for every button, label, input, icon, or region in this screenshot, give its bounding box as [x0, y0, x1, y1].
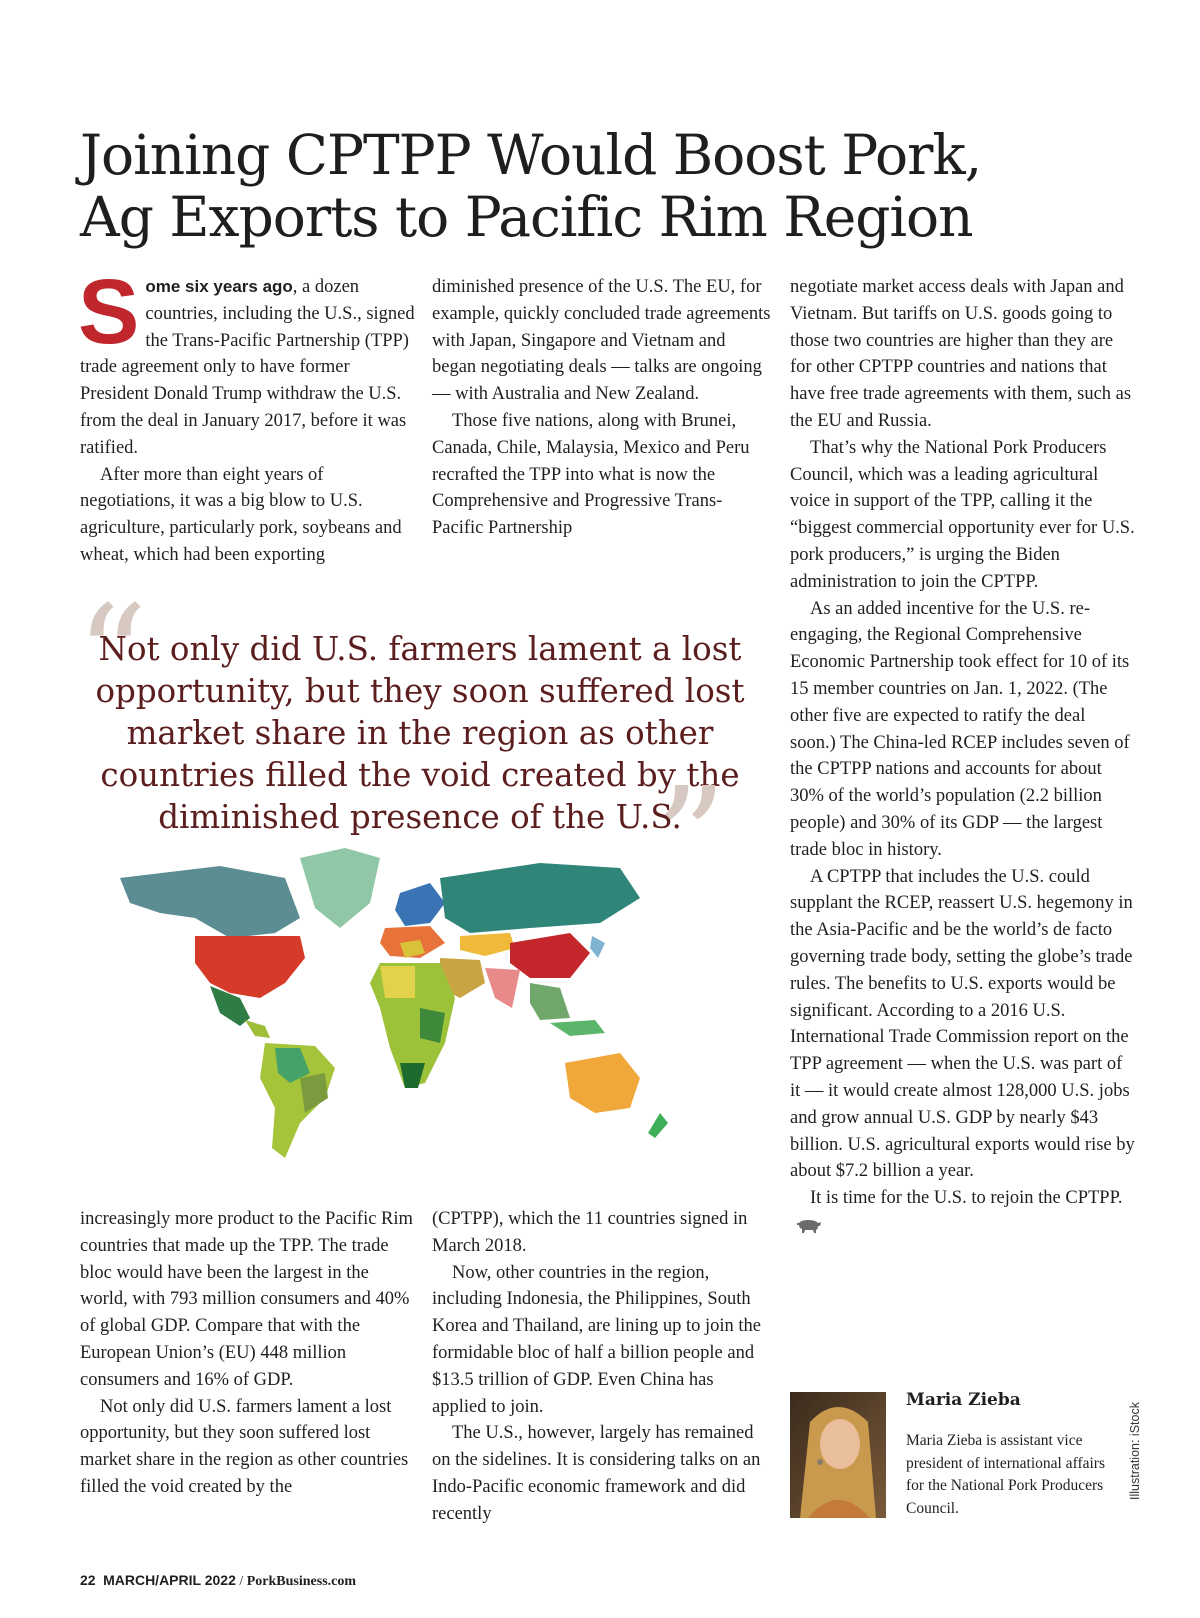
paragraph: Not only did U.S. farmers lament a lost opportunity, but they soon suffered lost market share in the region as other countries filled the void created by the	[80, 1396, 409, 1497]
map-indonesia	[550, 1020, 605, 1036]
column-1-top	[78, 261, 420, 569]
paragraph: That’s why the National Pork Producers Council, which was a leading agricultural voice in support of the TPP, calling it the “biggest commercial opportunity ever for U.S. pork producers,” is urging the Biden administration to join the CPTPP.	[790, 437, 1135, 592]
lead-in: ome six years ago	[145, 277, 293, 296]
author-name: Maria Zieba	[906, 1390, 1021, 1410]
pull-quote-text: Not only did U.S. farmers lament a lost opportunity, but they soon suffered lost market share in the region as other countries filled the void created by the diminished presence of the U.S.	[95, 630, 745, 836]
paragraph	[790, 1185, 1135, 1239]
map-central-america	[245, 1020, 270, 1038]
paragraph: After more than eight years of negotiations, it was a big blow to U.S. agriculture, particularly pork, soybeans and wheat, which had been exporting	[80, 464, 402, 565]
close-quote-mark: ”	[655, 758, 727, 921]
map-japan	[590, 936, 605, 958]
paragraph: As an added incentive for the U.S. re-engaging, the Regional Comprehensive Economic Partnership took effect for 10 of its 15 member countries on Jan. 1, 2022. (The other five are expected to ratify the deal soon.) The China-led RCEP includes seven of the CPTPP nations and accounts for about 30% of the world’s population (2.2 billion people) and 30% of its GDP — the largest trade bloc in history.	[790, 598, 1130, 860]
footer-separator: /	[235, 1574, 247, 1589]
paragraph-text: , a dozen countries, including the U.S., signed the Trans-Pacific Partnership (TPP) trade agreement only to have former President Donald Trump withdraw the U.S. from the deal in January 2017, before it was ratified.	[80, 277, 415, 458]
pig-icon	[796, 1218, 822, 1234]
column-1-bottom	[80, 1206, 420, 1501]
paragraph: (CPTPP), which the 11 countries signed in March 2018.	[432, 1209, 748, 1256]
map-russia	[440, 863, 640, 933]
map-central-asia	[460, 933, 515, 956]
paragraph: Those five nations, along with Brunei, Canada, Chile, Malaysia, Mexico and Peru recrafted the TPP into what is now the Comprehensive and Progressive Trans-Pacific Partnership	[432, 410, 750, 539]
map-australia	[565, 1053, 640, 1113]
world-map-illustration	[100, 848, 680, 1178]
map-new-zealand	[648, 1113, 668, 1138]
pull-quote	[76, 576, 760, 921]
paragraph: Now, other countries in the region, including Indonesia, the Philippines, South Korea and Thailand, are lining up to join the formidable bloc of half a billion people and $13.5 trillion of GDP. Even China has applied to join.	[432, 1262, 761, 1417]
map-scandinavia	[395, 883, 445, 926]
map-brazil-south	[300, 1073, 328, 1113]
map-china	[510, 933, 590, 978]
page-footer	[80, 1572, 356, 1590]
paragraph: increasingly more product to the Pacific Rim countries that made up the TPP. The trade bloc would have been the largest in the world, with 793 million consumers and 40% of global GDP. Compare that with the European Union’s (EU) 448 million consumers and 16% of GDP.	[80, 1209, 413, 1390]
paragraph: The U.S., however, largely has remained on the sidelines. It is considering talks on an Indo-Pacific economic framework and did recently	[432, 1423, 761, 1524]
column-3	[790, 274, 1135, 1239]
map-north-africa	[380, 966, 415, 998]
map-canada	[120, 866, 300, 938]
paragraph	[78, 261, 420, 462]
issue-date: MARCH/APRIL 2022	[103, 1572, 236, 1588]
map-india	[485, 968, 520, 1008]
map-southeast-asia	[530, 983, 570, 1020]
footer-website: PorkBusiness.com	[246, 1574, 357, 1589]
headline-line-1: Joining CPTPP Would Boost Pork,	[80, 123, 982, 187]
headline-line-2: Ag Exports to Pacific Rim Region	[80, 185, 973, 249]
map-greenland	[300, 848, 380, 928]
author-photo	[790, 1392, 886, 1518]
column-2-bottom	[432, 1206, 772, 1528]
page-number: 22	[80, 1572, 96, 1588]
paragraph: diminished presence of the U.S. The EU, for example, quickly concluded trade agreements with Japan, Singapore and Vietnam and began negotiating deals — talks are ongoing — with Australia and New Zealand.	[432, 277, 771, 405]
author-bio: Maria Zieba is assistant vice president of international affairs for the National Pork Producers Council.	[906, 1432, 1105, 1517]
open-quote-mark: “	[76, 576, 148, 739]
article-headline	[80, 124, 1140, 248]
closing-text: It is time for the U.S. to rejoin the CPTPP.	[810, 1188, 1123, 1209]
illustration-credit: Illustration: iStock	[1128, 1402, 1142, 1500]
column-2-top	[432, 274, 772, 542]
drop-cap: S	[78, 261, 140, 363]
paragraph: negotiate market access deals with Japan and Vietnam. But tariffs on U.S. goods going to those two countries are higher than they are for other CPTPP countries and nations that have free trade agreements with them, such as the EU and Russia.	[790, 277, 1132, 431]
paragraph: A CPTPP that includes the U.S. could supplant the RCEP, reassert U.S. hegemony in the Asia-Pacific and be the world’s de facto governing trade body, setting the globe’s trade rules. The benefits to U.S. exports would be significant. According to a 2016 U.S. International Trade Commission report on the TPP agreement — when the U.S. was part of it — it would create almost 128,000 U.S. jobs and grow annual U.S. GDP by nearly $43 billion. U.S. agricultural exports would rise by about $7.2 billion a year.	[790, 866, 1135, 1182]
